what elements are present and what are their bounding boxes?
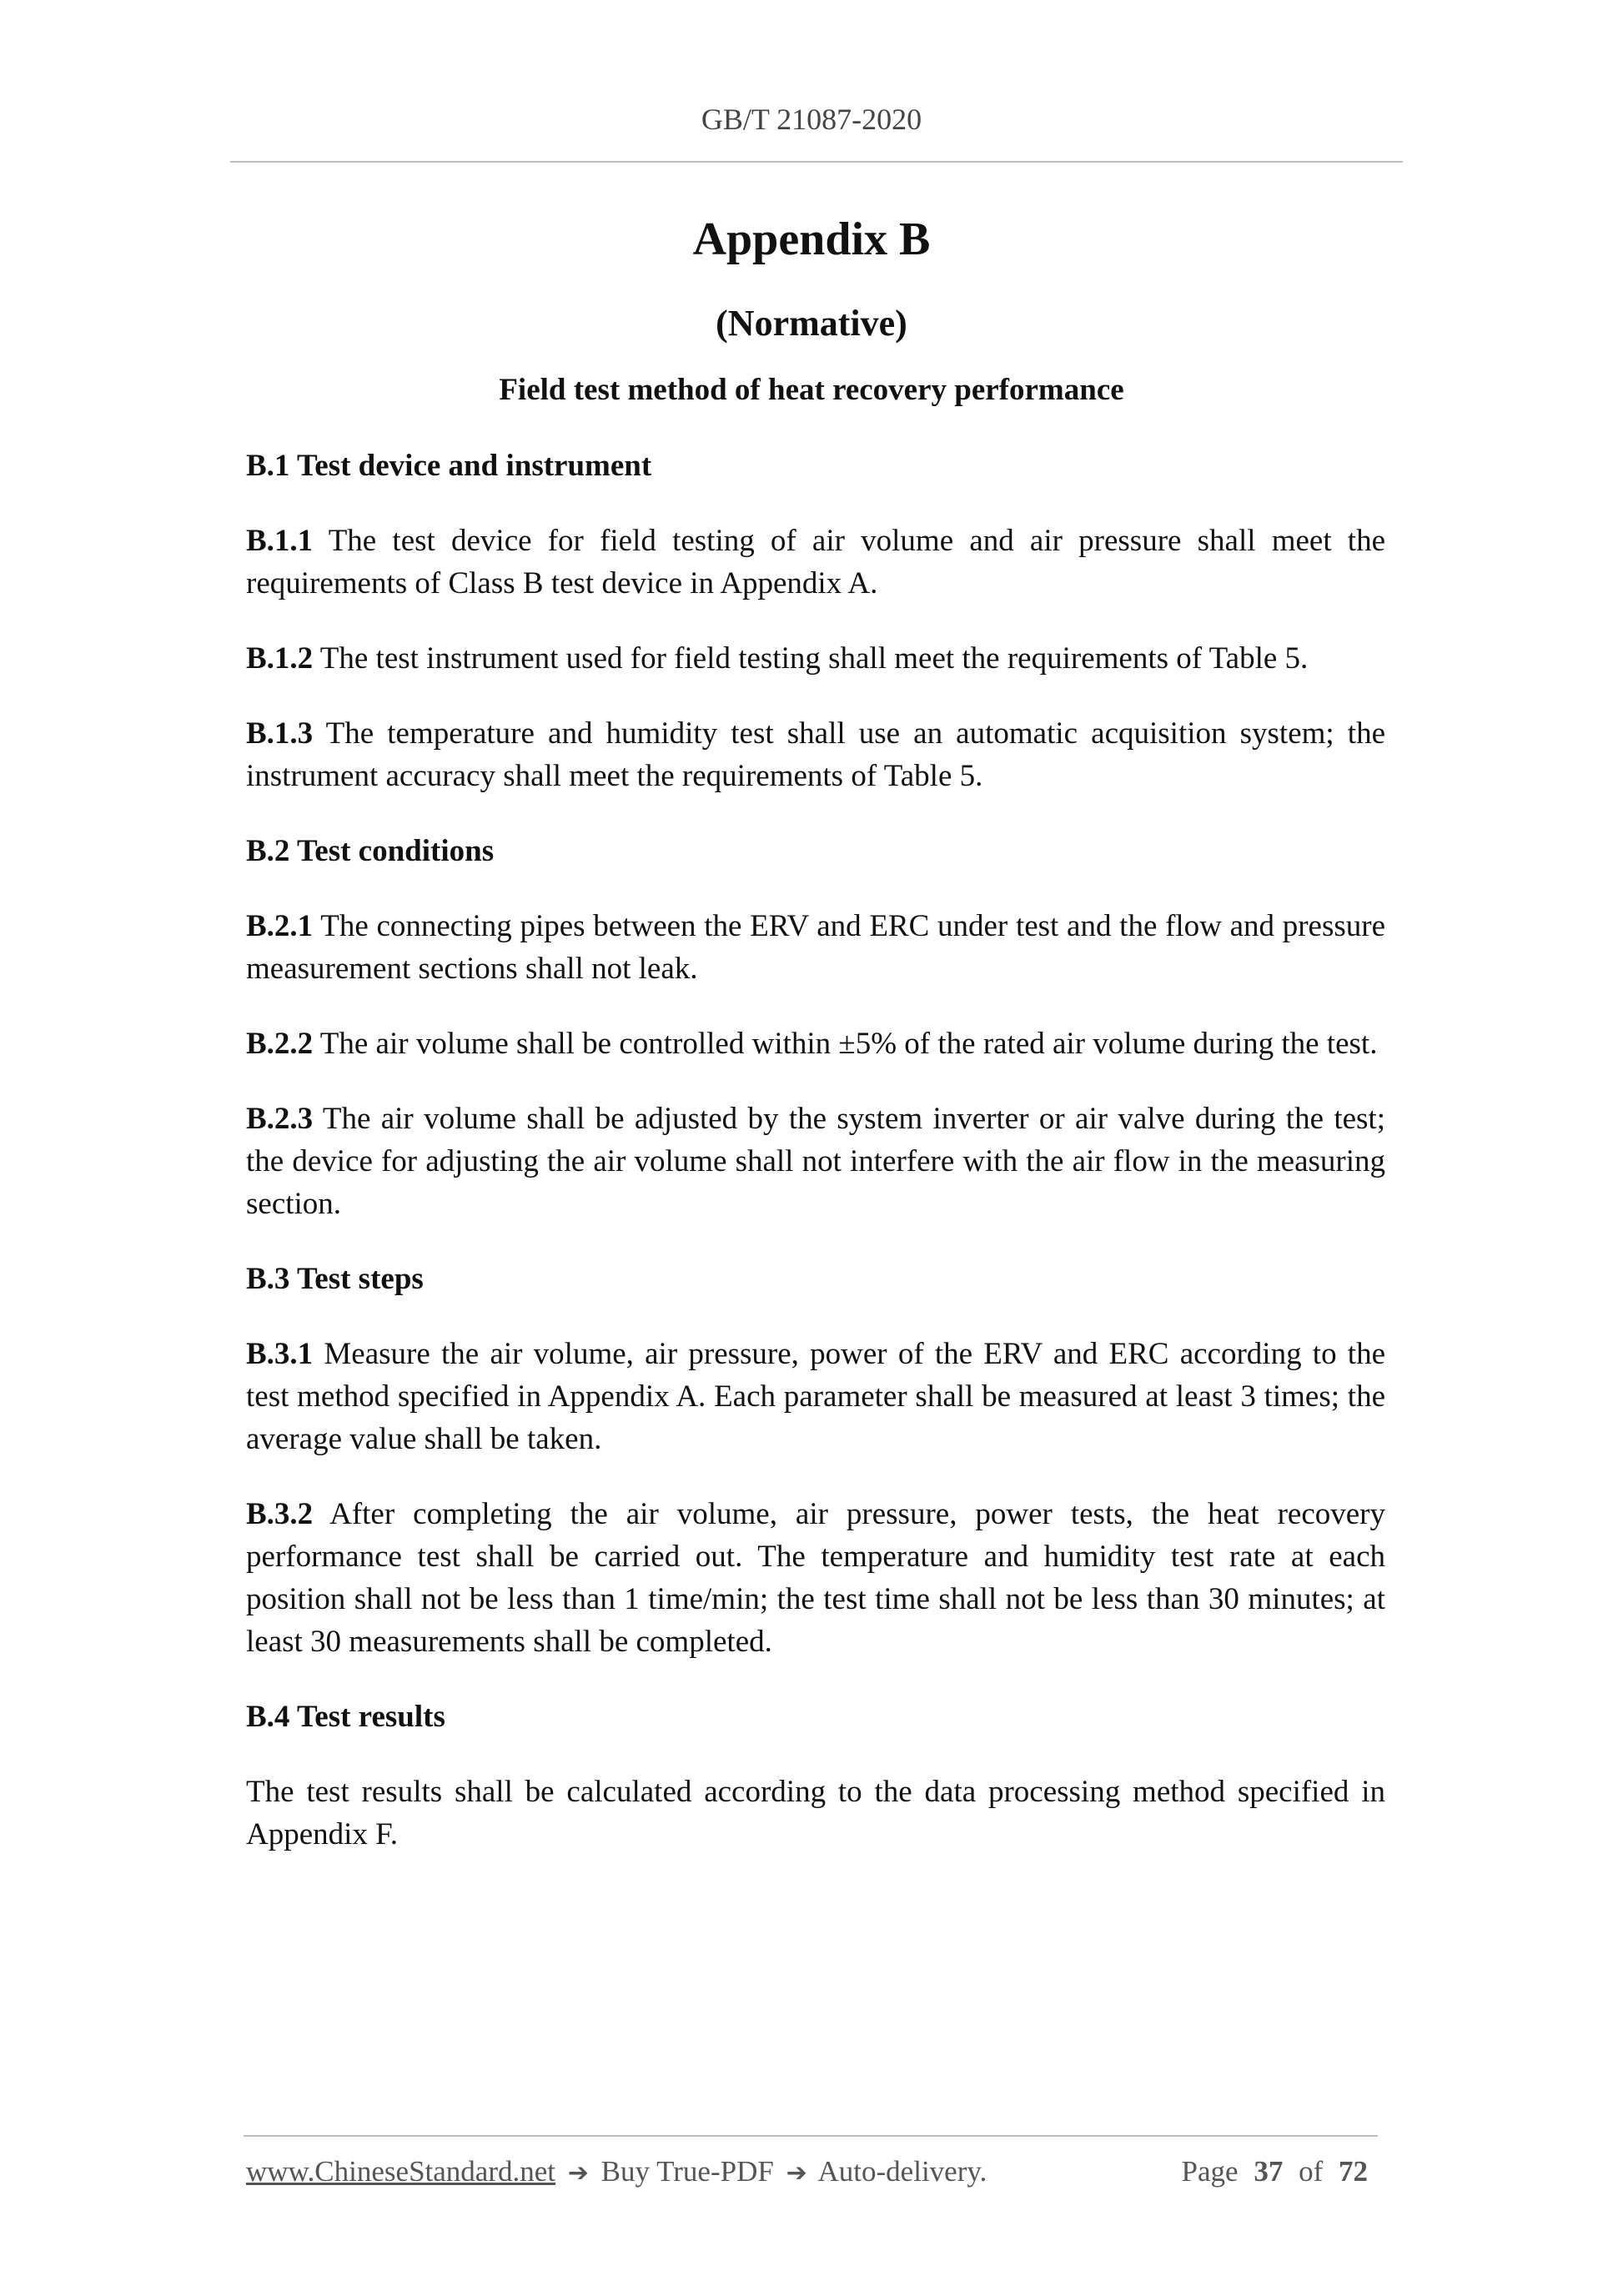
clause-label: B.2.1 bbox=[246, 909, 314, 943]
clause-b-1-3 bbox=[246, 712, 1385, 797]
page-current: 37 bbox=[1254, 2155, 1284, 2188]
clause-text: The connecting pipes between the ERV and ERC under test and the flow and pressure measurement sections shall not leak. bbox=[246, 909, 1385, 986]
of-word: of bbox=[1299, 2155, 1324, 2188]
clause-text: The test device for field testing of air volume and air pressure shall meet the requirements of Class B test device in Appendix A. bbox=[246, 524, 1385, 600]
clause-label: B.2.2 bbox=[246, 1027, 314, 1061]
clause-b-1-2 bbox=[246, 637, 1385, 680]
clause-label: B.1.3 bbox=[246, 716, 314, 751]
auto-delivery-text: Auto-delivery. bbox=[817, 2155, 987, 2188]
document-code-header: GB/T 21087-2020 bbox=[701, 103, 922, 136]
clause-label: B.1.1 bbox=[246, 524, 314, 558]
footer-divider bbox=[244, 2135, 1378, 2137]
page-total: 72 bbox=[1339, 2155, 1368, 2188]
clause-b-4-text bbox=[246, 1771, 1385, 1856]
appendix-title: Appendix B bbox=[692, 214, 931, 265]
clause-label: B.2.3 bbox=[246, 1102, 314, 1136]
site-link[interactable]: www.ChineseStandard.net bbox=[246, 2155, 555, 2188]
header-divider bbox=[230, 161, 1403, 163]
clause-b-2-1 bbox=[246, 905, 1385, 990]
appendix-description: Field test method of heat recovery performance bbox=[499, 373, 1124, 407]
document-body bbox=[246, 445, 1385, 1888]
section-heading-b3: B.3 Test steps bbox=[246, 1262, 424, 1296]
appendix-normative-label: (Normative) bbox=[716, 303, 907, 344]
arrow-right-icon: ➔ bbox=[786, 2158, 807, 2188]
section-heading-b4: B.4 Test results bbox=[246, 1700, 445, 1734]
clause-label: B.3.2 bbox=[246, 1497, 314, 1531]
clause-text: Measure the air volume, air pressure, power of the ERV and ERC according to the test method specified in Appendix A. Each parameter shall be measured at least 3 times; the average value shall be taken. bbox=[246, 1337, 1385, 1456]
clause-text: The temperature and humidity test shall use an automatic acquisition system; the instrument accuracy shall meet the requirements of Table 5. bbox=[246, 716, 1385, 793]
clause-label: B.1.2 bbox=[246, 641, 314, 676]
clause-text: The air volume shall be adjusted by the system inverter or air valve during the test; the device for adjusting the air volume shall not interfere with the air flow in the measuring section. bbox=[246, 1102, 1385, 1221]
page-footer bbox=[246, 2155, 1376, 2188]
section-heading-b1: B.1 Test device and instrument bbox=[246, 449, 652, 483]
page-indicator bbox=[1182, 2155, 1376, 2188]
buy-true-pdf-text: Buy True-PDF bbox=[600, 2155, 774, 2188]
footer-promo bbox=[246, 2155, 987, 2188]
clause-b-3-1 bbox=[246, 1333, 1385, 1460]
arrow-right-icon: ➔ bbox=[567, 2158, 589, 2188]
section-heading-b2: B.2 Test conditions bbox=[246, 834, 495, 868]
clause-text: The test results shall be calculated according to the data processing method specified in Appendix F. bbox=[246, 1775, 1385, 1851]
clause-b-2-2 bbox=[246, 1022, 1385, 1065]
clause-text: The air volume shall be controlled within ±5% of the rated air volume during the test. bbox=[313, 1027, 1378, 1061]
clause-b-2-3 bbox=[246, 1098, 1385, 1225]
clause-b-3-2 bbox=[246, 1493, 1385, 1663]
clause-text: The test instrument used for field testing shall meet the requirements of Table 5. bbox=[313, 641, 1309, 676]
page-word: Page bbox=[1181, 2155, 1239, 2188]
clause-label: B.3.1 bbox=[246, 1337, 314, 1371]
clause-text: After completing the air volume, air pressure, power tests, the heat recovery performance test shall be carried out. The temperature and humidity test rate at each position shall not be less than 1 time/min; the test time shall not be less than 30 minutes; at least 30 measurements shall be completed. bbox=[246, 1497, 1385, 1659]
clause-b-1-1 bbox=[246, 520, 1385, 605]
